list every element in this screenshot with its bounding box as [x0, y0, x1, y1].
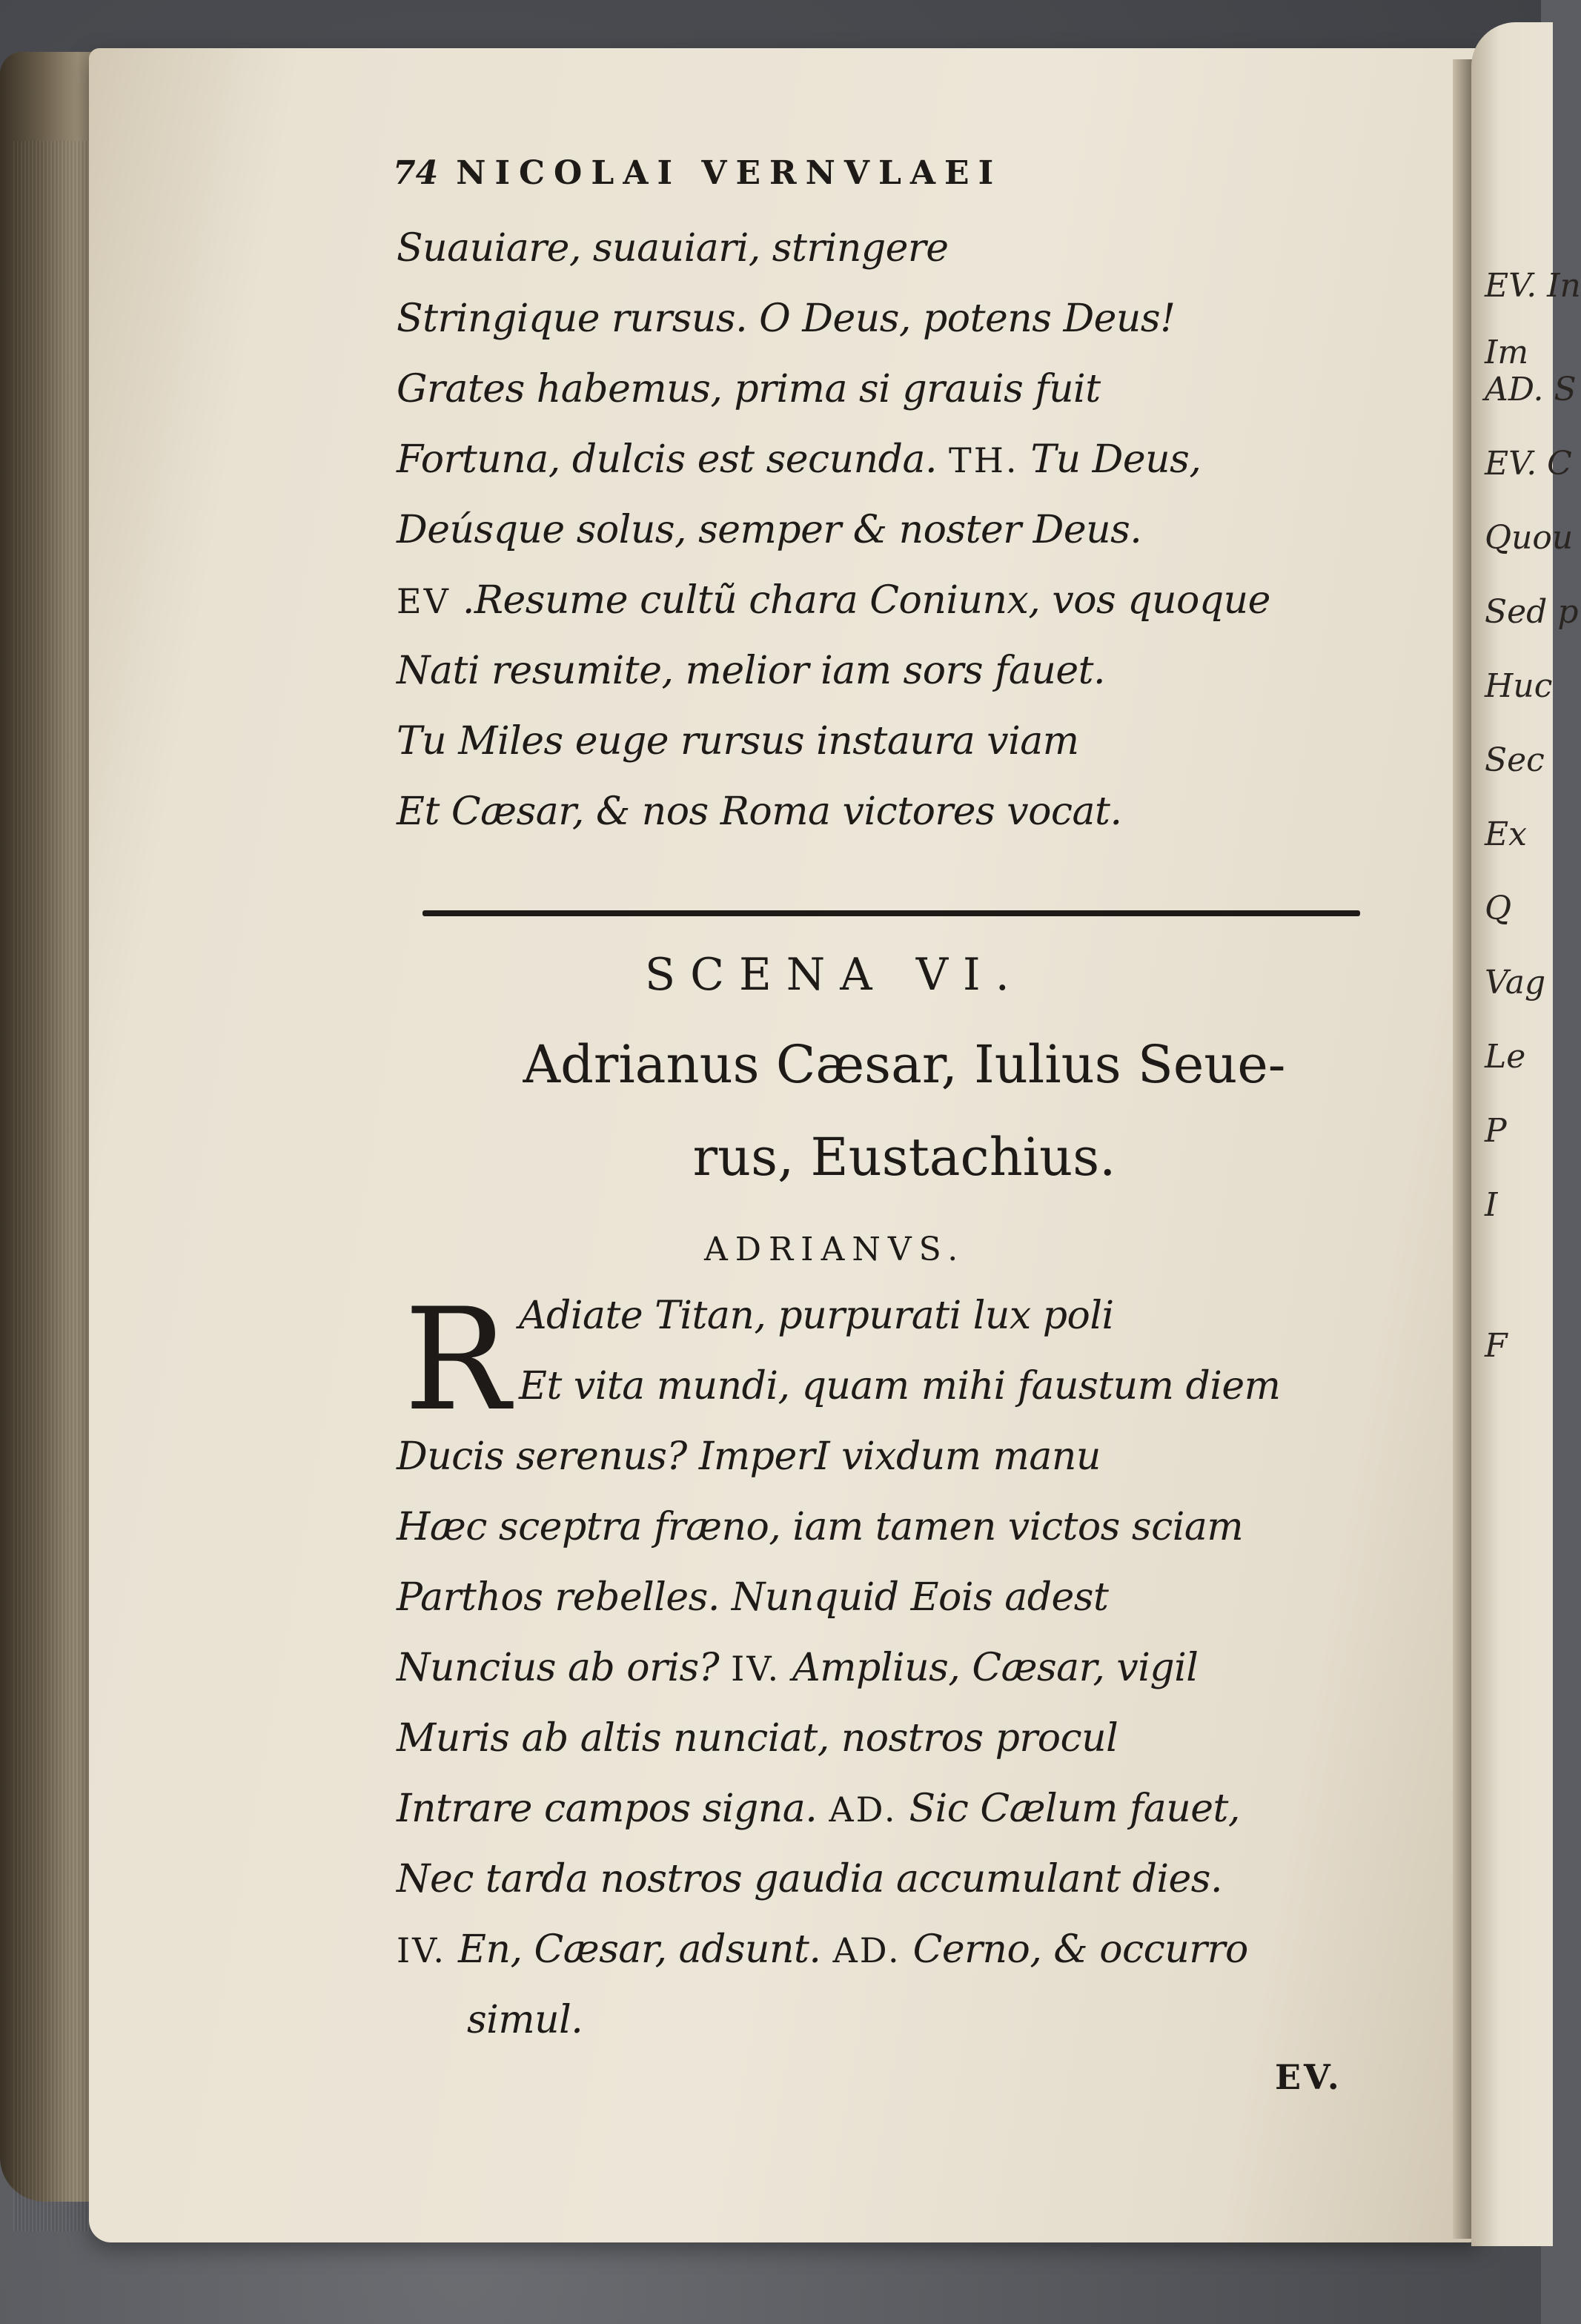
running-head	[393, 154, 1002, 192]
verse-line: Suauiare, suauiari, stringere	[397, 226, 949, 271]
verse-text: En, Cæsar, adsunt.	[458, 1927, 821, 1972]
page-number: 74	[393, 154, 439, 192]
verse-line: Ducis serenus? ImperI vixdum manu	[397, 1434, 1101, 1479]
verse-line	[397, 1927, 1248, 1972]
facing-page-fragment: Ex	[1485, 815, 1527, 853]
verse-text: Cerno, & occurro	[912, 1927, 1248, 1972]
facing-page-fragment: Quou	[1485, 519, 1574, 557]
drop-capital: R	[404, 1278, 511, 1442]
facing-page-fragment: Im	[1485, 334, 1529, 371]
verse-line: Adiate Titan, purpurati lux poli	[519, 1294, 1114, 1338]
running-head-title: NICOLAI VERNVLAEI	[456, 154, 1003, 192]
speaker-heading: ADRIANVS.	[704, 1231, 966, 1268]
speaker-tag: TH.	[949, 440, 1019, 480]
facing-page-fragment: F	[1485, 1327, 1508, 1365]
facing-page-fragment: Q	[1485, 890, 1512, 927]
verse-text: Intrare campos signa.	[397, 1787, 818, 1831]
verse-line	[397, 1787, 1240, 1831]
facing-page-fragment: I	[1485, 1186, 1498, 1224]
facing-page-fragment: Sec	[1485, 741, 1545, 779]
facing-page-fragment: EV. In	[1485, 267, 1581, 305]
verse-line: Et vita mundi, quam mihi faustum diem	[519, 1364, 1281, 1408]
section-divider-rule	[422, 910, 1360, 916]
facing-page-fragment: Le	[1485, 1038, 1526, 1076]
verse-line	[397, 578, 1270, 623]
verse-line: Nec tarda nostros gaudia accumulant dies.	[397, 1857, 1222, 1901]
catchword: EV.	[1275, 2057, 1342, 2097]
verse-text: Amplius, Cæsar, vigil	[792, 1646, 1199, 1690]
verse-text: Fortuna, dulcis est secunda.	[397, 437, 937, 482]
verse-line: Grates habemus, prima si grauis fuit	[397, 367, 1101, 411]
verse-line: Et Cæsar, & nos Roma victores vocat.	[397, 789, 1122, 834]
verse-line: Parthos rebelles. Nunquid Eois adest	[397, 1575, 1109, 1620]
verse-line: Nati resumite, melior iam sors fauet.	[397, 649, 1106, 693]
verse-line: Muris ab altis nunciat, nostros procul	[397, 1716, 1118, 1761]
verse-line	[397, 1646, 1198, 1690]
facing-page-fragment: Vag	[1485, 964, 1546, 1002]
speaker-tag: AD.	[829, 1790, 898, 1830]
speaker-tag: IV.	[397, 1930, 446, 1970]
verse-text: Nuncius ab oris?	[397, 1646, 720, 1690]
verse-text: Tu Deus,	[1030, 437, 1202, 482]
facing-page-fragment: Sed p	[1485, 593, 1579, 631]
speaker-tag: EV	[397, 581, 451, 621]
verse-text: Sic Cælum fauet,	[909, 1787, 1240, 1831]
verse-line: simul.	[467, 1998, 583, 2042]
verse-text: .Resume cultũ chara Coniunx, vos quoque	[462, 578, 1270, 623]
facing-page-fragment: Huc	[1485, 667, 1553, 705]
scene-title: SCENA VI.	[645, 949, 1024, 1001]
facing-page-fragment: P	[1485, 1112, 1507, 1150]
verse-line: Tu Miles euge rursus instaura viam	[397, 719, 1079, 764]
dramatis-personae-line: rus, Eustachius.	[692, 1127, 1116, 1188]
verse-line	[397, 437, 1201, 482]
facing-page-fragment: EV. C	[1485, 445, 1572, 483]
verse-line: Stringique rursus. O Deus, potens Deus!	[397, 297, 1176, 341]
dramatis-personae-line: Adrianus Cæsar, Iulius Seue-	[523, 1034, 1286, 1095]
verse-line: Deúsque solus, semper & noster Deus.	[397, 508, 1142, 552]
facing-page-edge	[1471, 22, 1581, 2246]
speaker-tag: IV.	[731, 1649, 781, 1689]
verse-line: Hæc sceptra fræno, iam tamen victos sciam	[397, 1505, 1244, 1549]
facing-page-fragment: AD. S	[1485, 371, 1577, 408]
speaker-tag: AD.	[832, 1930, 901, 1970]
